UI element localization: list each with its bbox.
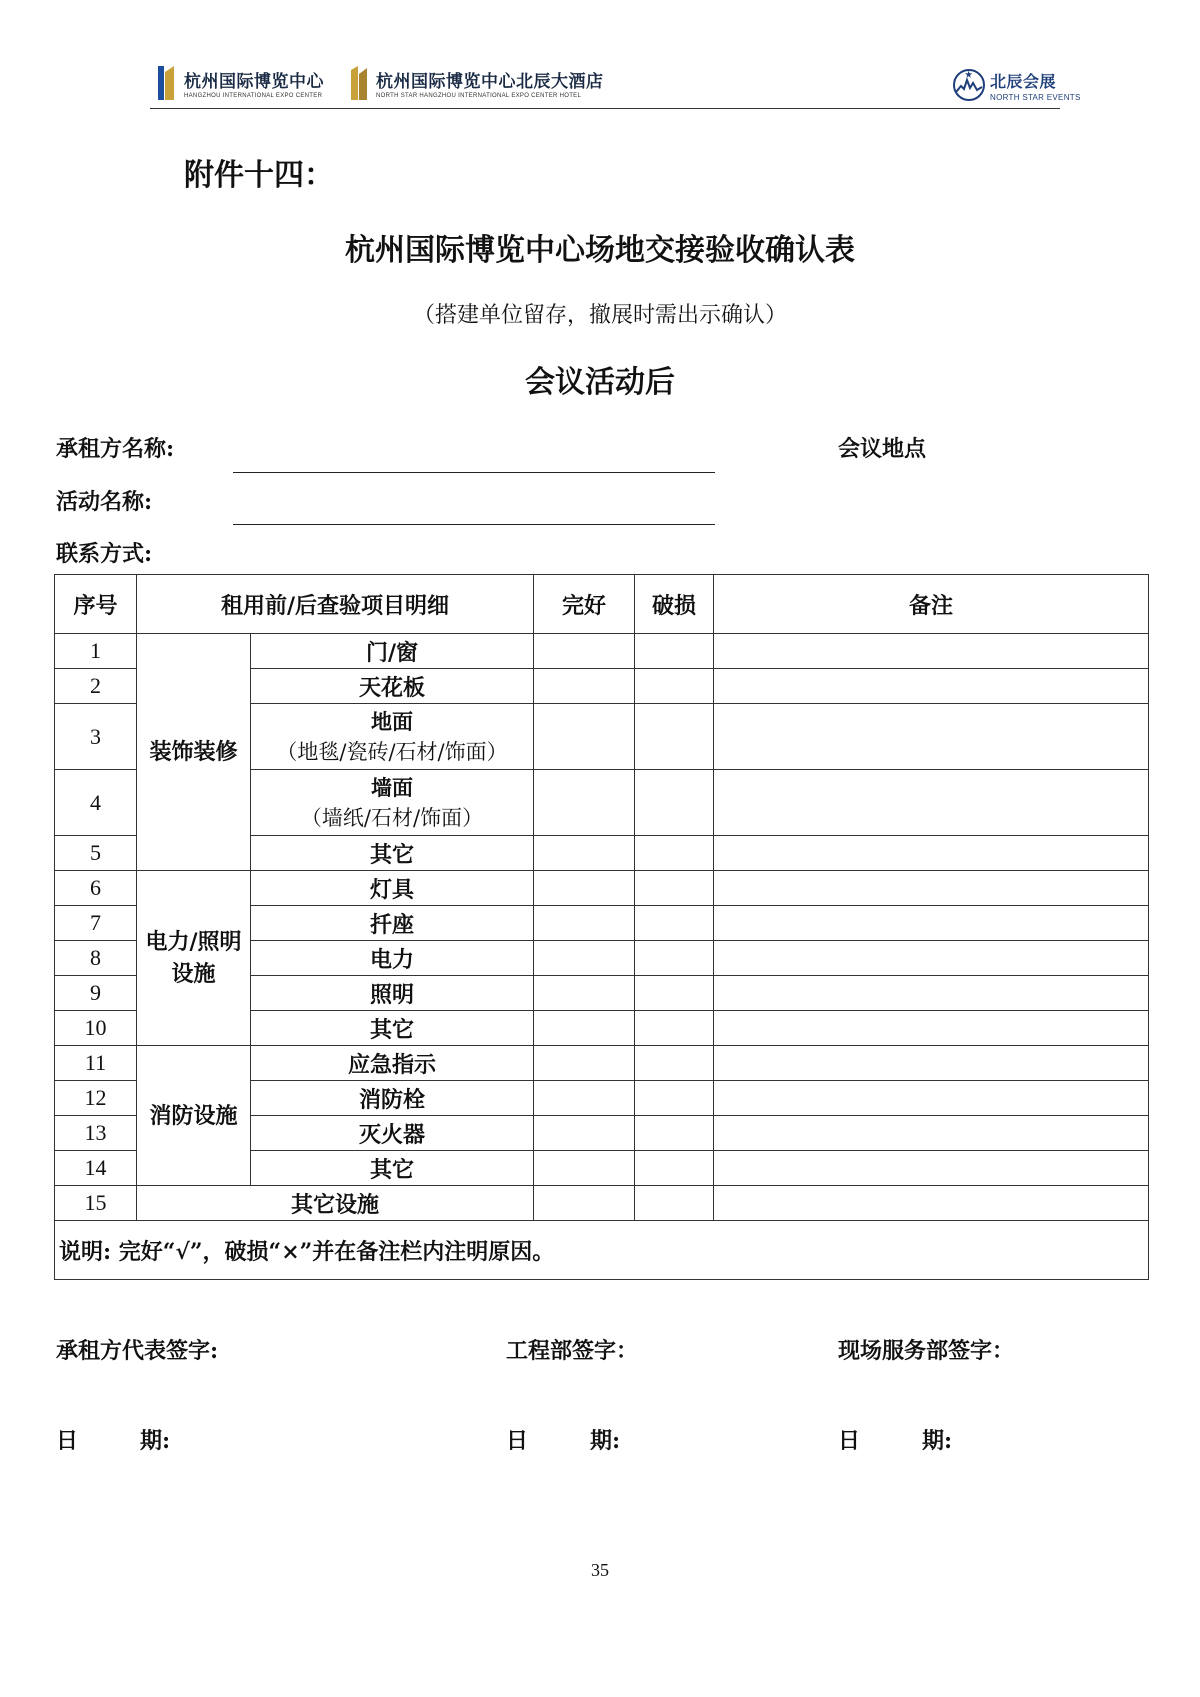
logo-name-en: HANGZHOU INTERNATIONAL EXPO CENTER — [184, 93, 323, 99]
lessee-signature-label: 承租方代表签字: — [56, 1338, 219, 1364]
damaged-cell[interactable] — [635, 976, 714, 1011]
row-number: 12 — [55, 1081, 137, 1116]
row-number: 3 — [55, 704, 137, 770]
good-cell[interactable] — [534, 941, 635, 976]
good-cell[interactable] — [534, 871, 635, 906]
remarks-cell[interactable] — [714, 976, 1149, 1011]
damaged-cell[interactable] — [635, 669, 714, 704]
damaged-cell[interactable] — [635, 1011, 714, 1046]
table-row — [55, 634, 1149, 669]
table-row — [55, 871, 1149, 906]
good-cell[interactable] — [534, 906, 635, 941]
row-item: 灭火器 — [251, 1116, 534, 1151]
hangzhou-expo-logo — [156, 64, 324, 102]
hotel-name-cn: 杭州国际博览中心北辰大酒店 — [376, 72, 604, 92]
good-cell[interactable] — [534, 669, 635, 704]
lessee-label: 承租方名称: — [56, 436, 175, 462]
col-header-damaged: 破损 — [635, 575, 714, 634]
row-item: 消防栓 — [251, 1081, 534, 1116]
row-item: 天花板 — [251, 669, 534, 704]
events-name-en: NORTH STAR EVENTS — [990, 92, 1081, 102]
remarks-cell[interactable] — [714, 770, 1149, 836]
row-item: 门/窗 — [251, 634, 534, 669]
remarks-cell[interactable] — [714, 634, 1149, 669]
good-cell[interactable] — [534, 1186, 635, 1221]
service-signature-label: 现场服务部签字： — [838, 1338, 1015, 1364]
row-item-detail: （地毯/瓷砖/石材/饰面） — [276, 739, 508, 764]
form-subtitle: （搭建单位留存，撤展时需出示确认） — [412, 303, 787, 328]
inspection-table — [54, 574, 1149, 1280]
remarks-cell[interactable] — [714, 669, 1149, 704]
row-number: 9 — [55, 976, 137, 1011]
row-item: 墙面 — [371, 774, 413, 800]
damaged-cell[interactable] — [635, 871, 714, 906]
group-fire-safety: 消防设施 — [137, 1046, 251, 1186]
col-header-no: 序号 — [55, 575, 137, 634]
contact-label: 联系方式: — [56, 541, 153, 567]
attachment-label: 附件十四： — [184, 158, 334, 193]
good-cell[interactable] — [534, 1011, 635, 1046]
damaged-cell[interactable] — [635, 770, 714, 836]
row-number: 11 — [55, 1046, 137, 1081]
good-cell[interactable] — [534, 1116, 635, 1151]
row-item: 其它 — [251, 836, 534, 871]
damaged-cell[interactable] — [635, 704, 714, 770]
good-cell[interactable] — [534, 1081, 635, 1116]
date-label-2-b: 期: — [590, 1428, 621, 1454]
header-divider — [150, 108, 1060, 109]
good-cell[interactable] — [534, 976, 635, 1011]
hotel-name-en: NORTH STAR HANGZHOU INTERNATIONAL EXPO CENTER HOTEL — [376, 93, 582, 99]
row-number: 1 — [55, 634, 137, 669]
row-item: 照明 — [251, 976, 534, 1011]
table-row — [55, 1046, 1149, 1081]
good-cell[interactable] — [534, 836, 635, 871]
date-label-1-a: 日 — [56, 1428, 79, 1454]
row-item: 扦座 — [251, 906, 534, 941]
damaged-cell[interactable] — [635, 1116, 714, 1151]
row-number: 13 — [55, 1116, 137, 1151]
engineering-signature-label: 工程部签字： — [506, 1338, 639, 1364]
remarks-cell[interactable] — [714, 906, 1149, 941]
remarks-cell[interactable] — [714, 1116, 1149, 1151]
col-header-remarks: 备注 — [714, 575, 1149, 634]
damaged-cell[interactable] — [635, 634, 714, 669]
north-star-hotel-logo — [348, 64, 604, 102]
row-number: 6 — [55, 871, 137, 906]
table-note: 说明: 完好“√”，破损“×”并在备注栏内注明原因。 — [55, 1221, 1149, 1280]
remarks-cell[interactable] — [714, 1151, 1149, 1186]
row-number: 5 — [55, 836, 137, 871]
remarks-cell[interactable] — [714, 704, 1149, 770]
col-header-item: 租用前/后查验项目明细 — [137, 575, 534, 634]
good-cell[interactable] — [534, 1046, 635, 1081]
row-item: 地面 — [371, 708, 413, 734]
remarks-cell[interactable] — [714, 1046, 1149, 1081]
remarks-cell[interactable] — [714, 1186, 1149, 1221]
table-note-row — [55, 1221, 1149, 1280]
globe-skyline-icon — [952, 68, 986, 102]
group-power-line1: 电力/照明 — [145, 929, 242, 955]
row-number: 14 — [55, 1151, 137, 1186]
damaged-cell[interactable] — [635, 1046, 714, 1081]
gold-blue-tower-icon — [156, 64, 178, 102]
row-item: 灯具 — [251, 871, 534, 906]
remarks-cell[interactable] — [714, 1011, 1149, 1046]
row-item: 其它 — [251, 1151, 534, 1186]
page-number: 35 — [591, 1560, 609, 1580]
form-title: 杭州国际博览中心场地交接验收确认表 — [345, 233, 855, 268]
event-label: 活动名称: — [56, 489, 153, 515]
group-power-lighting — [137, 871, 251, 1046]
row-number: 15 — [55, 1186, 137, 1221]
remarks-cell[interactable] — [714, 836, 1149, 871]
row-item-multiline — [251, 770, 534, 836]
row-number: 8 — [55, 941, 137, 976]
event-field[interactable] — [233, 524, 715, 525]
remarks-cell[interactable] — [714, 1081, 1149, 1116]
row-number: 7 — [55, 906, 137, 941]
logo-name-cn: 杭州国际博览中心 — [184, 72, 324, 92]
lessee-field[interactable] — [233, 472, 715, 473]
venue-label: 会议地点 — [838, 436, 927, 462]
group-power-line2: 设施 — [171, 961, 216, 987]
form-phase: 会议活动后 — [525, 365, 675, 400]
damaged-cell[interactable] — [635, 1081, 714, 1116]
row-item: 电力 — [251, 941, 534, 976]
row-item: 应急指示 — [251, 1046, 534, 1081]
damaged-cell[interactable] — [635, 836, 714, 871]
table-row — [55, 1186, 1149, 1221]
row-item: 其它设施 — [137, 1186, 534, 1221]
remarks-cell[interactable] — [714, 871, 1149, 906]
date-label-3-a: 日 — [838, 1428, 861, 1454]
north-star-events-logo — [952, 68, 1081, 102]
row-number: 10 — [55, 1011, 137, 1046]
date-label-3-b: 期: — [922, 1428, 953, 1454]
col-header-good: 完好 — [534, 575, 635, 634]
damaged-cell[interactable] — [635, 941, 714, 976]
damaged-cell[interactable] — [635, 1151, 714, 1186]
row-item-multiline — [251, 704, 534, 770]
gold-tower-icon — [348, 64, 370, 102]
row-number: 2 — [55, 669, 137, 704]
good-cell[interactable] — [534, 1151, 635, 1186]
damaged-cell[interactable] — [635, 1186, 714, 1221]
good-cell[interactable] — [534, 770, 635, 836]
events-name-cn: 北辰会展 — [990, 71, 1057, 91]
row-item-detail: （墙纸/石材/饰面） — [300, 805, 484, 830]
row-number: 4 — [55, 770, 137, 836]
table-header-row — [55, 575, 1149, 634]
row-item: 其它 — [251, 1011, 534, 1046]
good-cell[interactable] — [534, 704, 635, 770]
good-cell[interactable] — [534, 634, 635, 669]
remarks-cell[interactable] — [714, 941, 1149, 976]
date-label-2-a: 日 — [506, 1428, 529, 1454]
damaged-cell[interactable] — [635, 906, 714, 941]
date-label-1-b: 期: — [140, 1428, 171, 1454]
group-decoration: 装饰装修 — [137, 634, 251, 871]
